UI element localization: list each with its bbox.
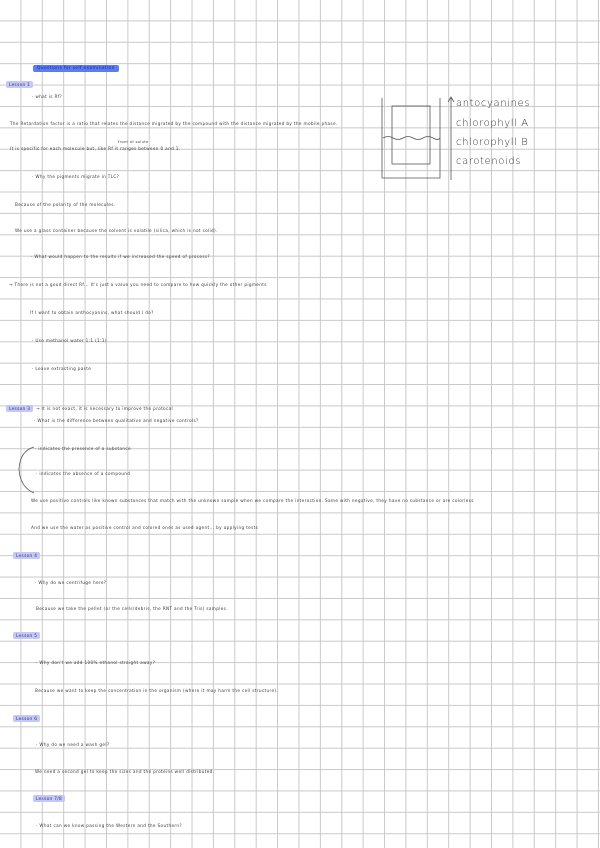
lesson-1-answer-2: Because of the polarity of the molecules. — [15, 202, 116, 207]
lesson-7-question-1: · What can we know passing the Western and the Southern? — [36, 823, 182, 828]
lesson-3-bullet-2: · indicates the absence of a compound — [36, 471, 131, 476]
lesson-1-answer-1: The Retardation factor is a ratio that relates the distance migrated by the compound with the distance migrated by the mobile phase. — [10, 121, 338, 126]
lesson-4-label: Lesson 4 — [13, 553, 40, 558]
lesson-1-answer-3d: · Leave extracting paste — [32, 366, 92, 371]
diagram-label-4: carotenoids — [456, 156, 522, 167]
diagram-label-2: chlorophyll A — [456, 118, 529, 129]
lesson-1-answer-3b: If I want to obtain anthocyanins, what should I do? — [30, 310, 154, 315]
lesson-3-bullet-1: · indicates the presence of a substance — [35, 446, 131, 451]
lesson-1-question-2: · Why the pigments migrate in TLC? — [32, 174, 120, 179]
lesson-5-answer-1: Because we want to keep the concentration in the organism (where it may harm the cell structure). — [35, 688, 279, 693]
tlc-plate — [392, 106, 430, 164]
lesson-1-answer-3c: · Use methanol water 1:1 (1:1) — [32, 338, 107, 343]
lesson-3-label: Lesson 3 — [6, 406, 33, 411]
lesson-1-question-1: · what is Rf? — [32, 94, 63, 99]
lesson-1-label: Lesson 1 — [6, 82, 33, 87]
lesson-3-intro: → It is not exact, it is necessary to improve the protocol — [36, 406, 174, 411]
lesson-4-answer-1: Because we take the pellet (or the cells/debris, the RNT and the Tris) samples. — [36, 606, 228, 611]
lesson-3-answer-1: We use positive controls like known substances that match with the unknown sample when we compare the interaction. Same with negative, they have no substance or are colorless — [31, 498, 474, 503]
lesson-4-question-1: · Why do we centrifuge here? — [35, 580, 107, 585]
diagram-label-1: antocyanines — [456, 98, 531, 109]
formula-note: front of solute — [118, 140, 149, 144]
lesson-3-question-1: · What is the difference between qualitative and negative controls? — [34, 418, 199, 423]
lesson-3-answer-1b: And we use the water as positive control and colored ones as used agent... by applying tests — [31, 525, 259, 530]
lesson-1-answer-2b: We use a glass container because the solvent is volatile (silica, which is not solid). — [15, 228, 218, 233]
lesson-6-answer-1: We need a second gel to keep the sizes and the proteins well distributed. — [35, 769, 215, 774]
lesson-1-answer-1b: It is specific for each molecule but, like Rf it ranges between 0 and 1. — [10, 146, 181, 151]
migration-arrow-icon — [448, 97, 454, 180]
lesson-1-answer-3: → There is not a good direct Rf... It's just a value you need to compare to how quickly the other pigments — [9, 282, 267, 287]
title-highlight: Questions for self examination — [33, 65, 119, 72]
lesson-6-question-1: · Why do we need a wash gel? — [36, 742, 110, 747]
lesson-7-label: Lesson 7/8 — [33, 796, 65, 801]
lesson-5-label: Lesson 5 — [13, 633, 40, 638]
page-title — [33, 66, 119, 71]
solvent-line — [383, 137, 440, 140]
beaker-outline — [382, 98, 440, 178]
diagram-label-3: chlorophyll B — [456, 137, 529, 148]
lesson-5-question-1: · Why don't we add 100% ethanol straight away? — [36, 660, 156, 665]
lesson-6-label: Lesson 6 — [13, 716, 40, 721]
lesson-1-question-3: · What would happen to the results if we increased the speed of process? — [31, 254, 210, 259]
bracket-icon — [16, 445, 36, 495]
